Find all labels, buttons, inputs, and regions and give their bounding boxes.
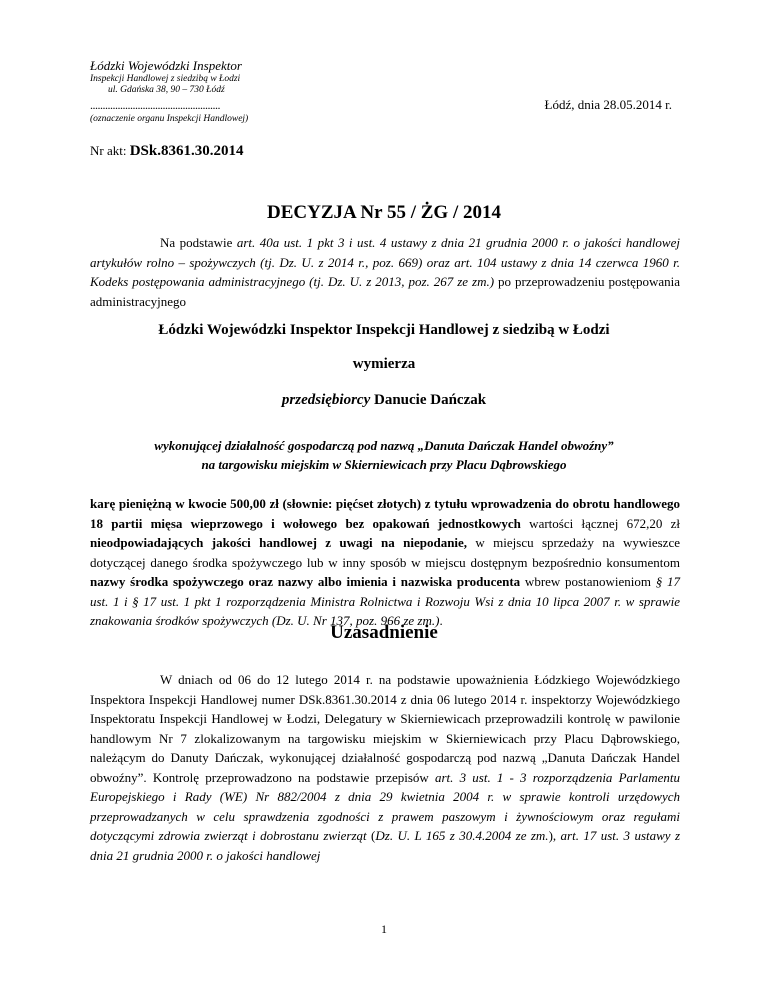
organization-address [90,74,240,96]
authority-name: Łódzki Wojewódzki Inspektor Inspekcji Handlowej z siedzibą w Łodzi [158,322,610,338]
legal-basis-paragraph [90,233,680,311]
organ-dotted-line: .................................................... [90,98,220,112]
penalty-reason: nieodpowiadających jakości handlowej z uwagi na niepodanie, [90,535,468,550]
penalty-paragraph [90,494,680,631]
decision-title: DECYZJA Nr 55 / ŻG / 2014 [266,202,501,223]
organization-name: Łódzki Wojewódzki Inspektor [90,58,242,73]
justification-citation-3: art. 17 ust. 3 ustawy z dnia 21 grudnia 2000 r. o jakości handlowej [90,828,681,863]
file-number-label: Nr akt: [90,143,127,158]
activity-line-1: wykonującej działalność gospodarczą pod nazwą „Danuta Dańczak Handel obwoźny” [154,438,614,453]
organization-seat: Inspekcji Handlowej z siedzibą w Łodzi [90,74,241,84]
page-number: 1 [381,922,387,936]
justification-text-2: ( [366,828,376,843]
penalty-detail: w miejscu sprzedaży na wywieszce dotyczącej danego środka spożywczego lub w inny sposób w miejscu dostępnym bezpośrednio konsumentom [90,535,680,570]
file-number-value: DSk.8361.30.2014 [129,143,244,159]
justification-paragraph [90,670,680,865]
entrepreneur-name: Danucie Dańczak [373,392,487,408]
justification-citation-2: Dz. U. L 165 z 30.4.2004 ze zm. [375,828,549,843]
penalty-missing-info: nazwy środka spożywczego oraz nazwy albo imienia i nazwiska producenta [90,574,521,589]
legal-basis-outro: po przeprowadzeniu postępowania administracyjnego [90,274,680,309]
organization-street: ul. Gdańska 38, 90 – 730 Łódź [108,85,225,95]
entrepreneur-label: przedsiębiorcy [281,392,371,408]
penalty-value: wartości łącznej 672,20 zł [520,515,680,531]
penalty-regulation: § 17 ust. 1 i § 17 ust. 1 pkt 1 rozporządzenia Ministra Rolnictwa i Rozwoju Wsi z dnia 10 lipca 2007 r. w sprawie znakowania środków spożywczych (Dz. U. Nr 137, poz. 966 ze zm.) [90,574,681,628]
penalty-amount: karę pieniężną w kwocie 500,00 zł (słownie: pięćset złotych) z tytułu wprowadzenia do obrotu handlowego 18 partii mięsa wieprzowego i wołowego bez opakowań jednostkowych [90,496,680,531]
place-and-date: Łódź, dnia 28.05.2014 r. [544,97,672,112]
justification-title: Uzasadnienie [330,622,438,643]
penalty-end: . [439,613,443,628]
imposes-heading: wymierza [352,356,416,372]
organ-note: (oznaczenie organu Inspekcji Handlowej) [90,114,249,124]
justification-text-1: W dniach od 06 do 12 lutego 2014 r. na podstawie upoważnienia Łódzkiego Wojewódzkiego Inspektora Inspekcji Handlowej numer DSk.8361.30.2014 z dnia 06 lutego 2014 r. inspektorzy Wojewódzkiego Inspektoratu Inspekcji Handlowej w Łodzi, Delegatury w Skierniewicach przeprowadzili kontrolę w pawilonie handlowym Nr 7 zlokalizowanym na targowisku miejskim w Skierniewicach przy Placu Dąbrowskiego, należącym do Danuty Dańczak, wykonującej działalność gospodarczą pod nazwą „Danuta Dańczak Handel obwoźny”. Kontrolę przeprowadzono na podstawie przepisów [90,672,680,785]
penalty-contrary: wbrew postanowieniom [520,574,656,589]
entrepreneur [0,392,768,409]
activity-line-2: na targowisku miejskim w Skierniewicach przy Placu Dąbrowskiego [201,457,567,472]
legal-basis-intro: Na podstawie [160,235,237,250]
justification-text-3: ), [548,828,561,843]
file-number [90,143,244,160]
legal-basis-citation: art. 40a ust. 1 pkt 3 i ust. 4 ustawy z dnia 21 grudnia 2000 r. o jakości handlowej artykułów rolno – spożywczych (tj. Dz. U. z 2014 r., poz. 669) oraz art. 104 ustawy z dnia 14 czerwca 1960 r. Kodeks postępowania administracyjnego (tj. Dz. U. z 2013, poz. 267 ze zm.) [90,235,680,289]
justification-citation-1: art. 3 ust. 1 - 3 rozporządzenia Parlamentu Europejskiego i Rady (WE) Nr 882/2004 z dnia 29 kwietnia 2004 r. w sprawie kontroli urzędowych przeprowadzanych w celu sprawdzenia zgodności z prawem paszowym i żywnościowym oraz regułami dotyczącymi zdrowia zwierząt i dobrostanu zwierząt [90,769,680,843]
